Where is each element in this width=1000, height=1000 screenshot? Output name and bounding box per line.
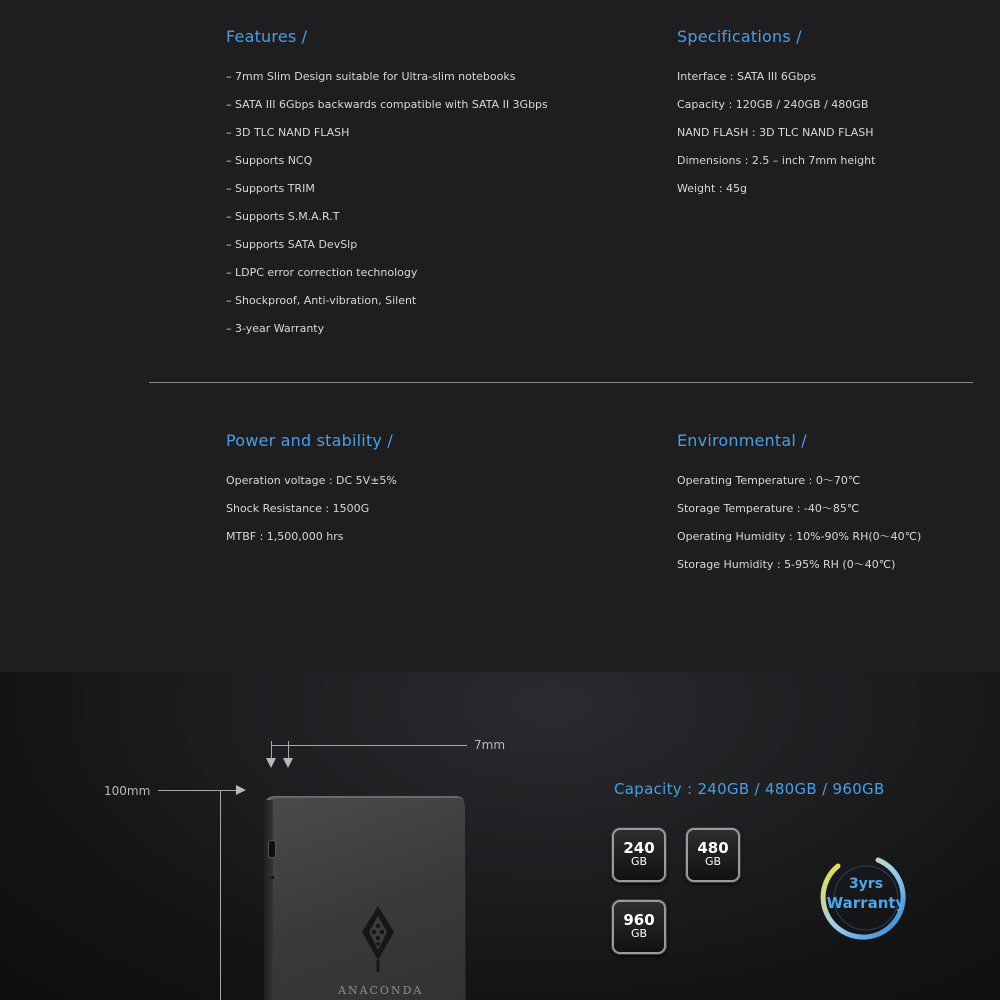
environmental-list — [677, 473, 921, 585]
thickness-label: 7mm — [474, 738, 506, 752]
list-item: Operating Humidity : 10%-90% RH(0～40℃) — [677, 530, 922, 543]
product-banner — [0, 672, 1000, 1000]
width-label: 100mm — [104, 784, 151, 798]
list-item: – Supports S.M.A.R.T — [226, 210, 340, 223]
badge-number: 960 — [623, 911, 655, 929]
list-item: NAND FLASH : 3D TLC NAND FLASH — [677, 126, 874, 139]
features-title: Features / — [226, 27, 308, 46]
warranty-badge — [816, 848, 916, 948]
list-item: – SATA III 6Gbps backwards compatible with SATA II 3Gbps — [226, 98, 548, 111]
ssd-indicator — [271, 876, 274, 879]
warranty-label: Warranty — [826, 894, 906, 912]
list-item: – Shockproof, Anti-vibration, Silent — [226, 294, 417, 307]
list-item: Storage Humidity : 5-95% RH (0～40℃) — [677, 558, 896, 571]
arrow-right-icon — [236, 785, 248, 797]
power-title: Power and stability / — [226, 431, 393, 450]
list-item: – Supports TRIM — [226, 182, 315, 195]
badge-unit: GB — [630, 927, 648, 940]
ssd-port — [268, 840, 276, 858]
ssd-edge — [264, 800, 273, 1000]
specifications-list — [677, 69, 875, 209]
environmental-title: Environmental / — [677, 431, 807, 450]
list-item: – 7mm Slim Design suitable for Ultra-slim notebooks — [226, 70, 516, 83]
list-item: Weight : 45g — [677, 182, 748, 195]
list-item: Shock Resistance : 1500G — [226, 502, 370, 515]
warranty-years: 3yrs — [848, 876, 884, 892]
badge-unit: GB — [704, 855, 722, 868]
list-item: Dimensions : 2.5 – inch 7mm height — [677, 154, 876, 167]
arrow-down-icon — [265, 758, 295, 770]
list-item: Storage Temperature : -40～85℃ — [677, 502, 860, 515]
capacity-badge-240 — [612, 828, 666, 882]
section-divider — [149, 382, 973, 383]
badge-number: 240 — [623, 839, 655, 857]
list-item: – 3D TLC NAND FLASH — [226, 126, 350, 139]
badge-number: 480 — [697, 839, 729, 857]
list-item: Operating Temperature : 0～70℃ — [677, 474, 861, 487]
list-item: MTBF : 1,500,000 hrs — [226, 530, 344, 543]
snake-logo-icon — [358, 904, 398, 974]
power-list — [226, 473, 397, 557]
list-item: – 3-year Warranty — [226, 322, 325, 335]
list-item: Capacity : 120GB / 240GB / 480GB — [677, 98, 869, 111]
dimension-line — [271, 745, 467, 746]
list-item: – Supports NCQ — [226, 154, 313, 167]
features-list — [226, 69, 548, 349]
list-item: – LDPC error correction technology — [226, 266, 418, 279]
list-item: Interface : SATA III 6Gbps — [677, 70, 817, 83]
list-item: – Supports SATA DevSlp — [226, 238, 358, 251]
list-item: Operation voltage : DC 5V±5% — [226, 474, 397, 487]
capacity-badge-480 — [686, 828, 740, 882]
specifications-title: Specifications / — [677, 27, 802, 46]
dimension-line — [158, 790, 240, 791]
ssd-brand-label: ANACONDA — [338, 984, 424, 997]
dimension-line — [220, 790, 221, 1000]
capacity-badge-960 — [612, 900, 666, 954]
capacity-text: Capacity : 240GB / 480GB / 960GB — [614, 780, 885, 798]
badge-unit: GB — [630, 855, 648, 868]
